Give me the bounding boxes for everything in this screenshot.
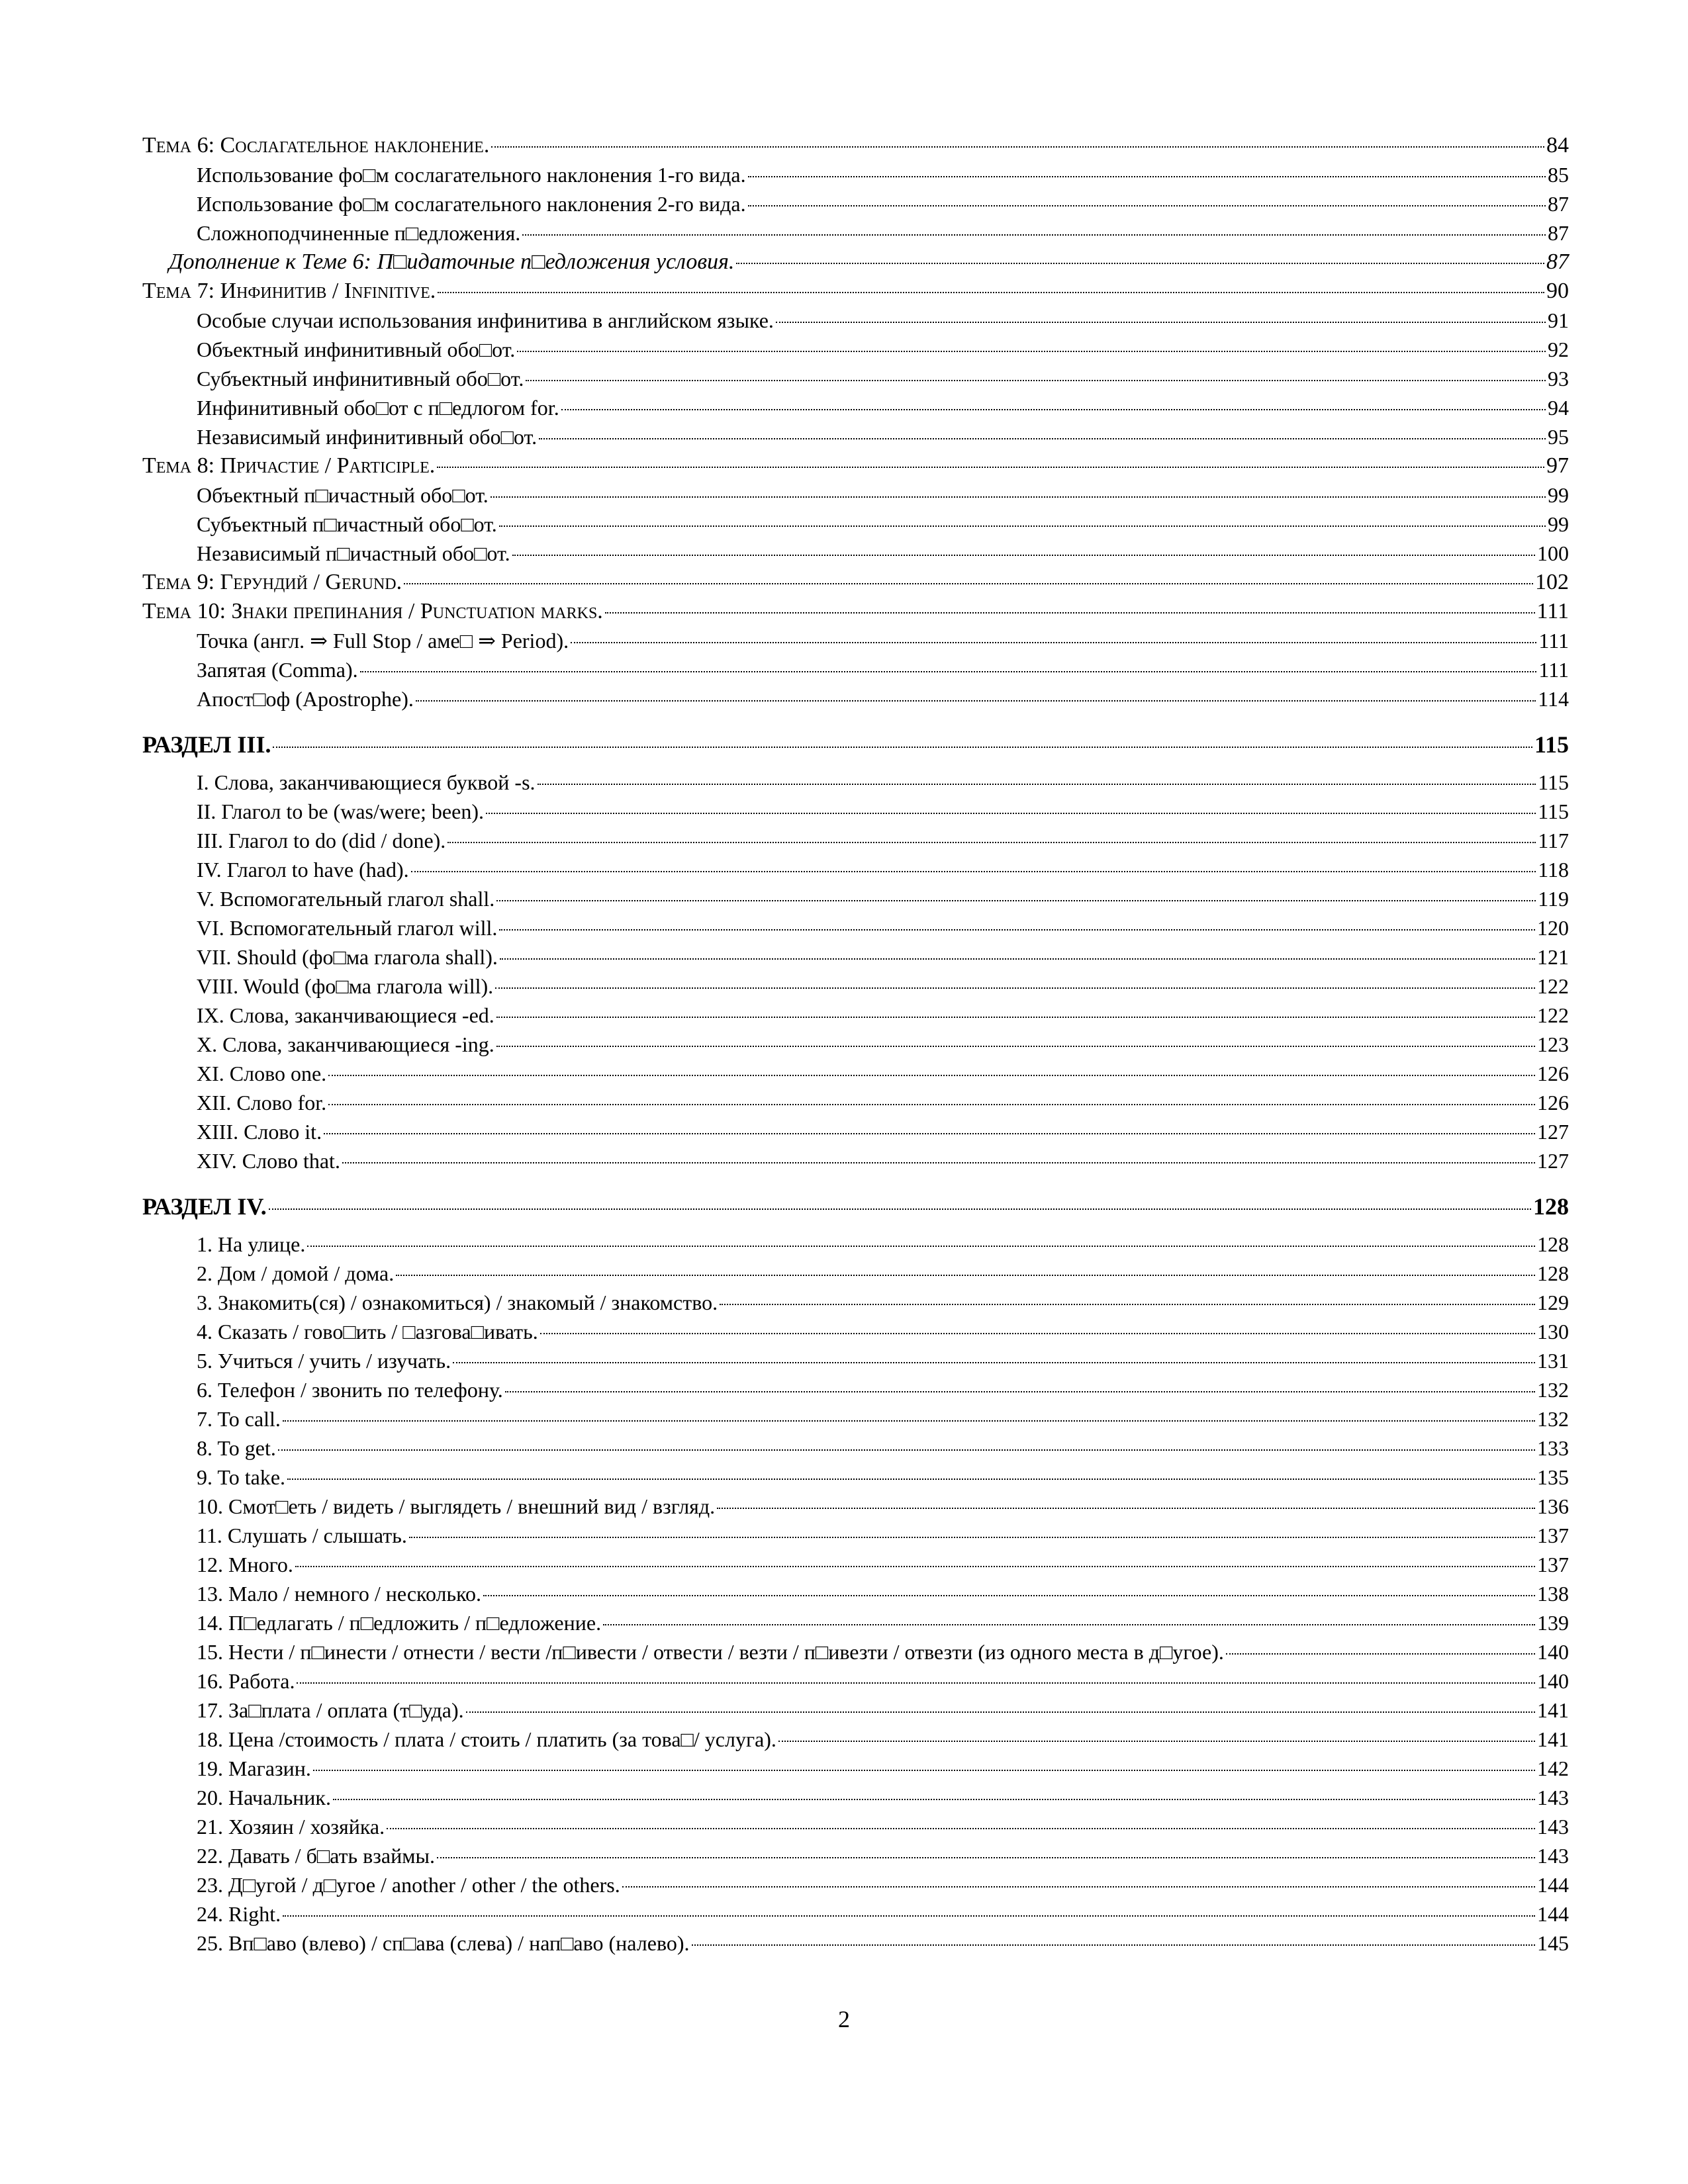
toc-entry-page: 117 xyxy=(1538,829,1569,852)
dot-leader xyxy=(605,612,1535,614)
toc-entry-title: VIII. Would (фо□ма глагола will). xyxy=(197,974,494,998)
toc-entry[interactable] xyxy=(142,510,1569,539)
toc-entry[interactable] xyxy=(142,568,1569,597)
toc-entry-page: 123 xyxy=(1537,1032,1569,1056)
toc-entry[interactable] xyxy=(142,1146,1569,1175)
toc-entry-title: Инфинитивный обо□от с п□едлогом for. xyxy=(197,396,559,420)
toc-entry[interactable] xyxy=(142,1783,1569,1812)
toc-entry-page: 114 xyxy=(1538,687,1569,711)
dot-leader xyxy=(416,700,1536,702)
toc-entry[interactable] xyxy=(142,942,1569,972)
toc-entry[interactable] xyxy=(142,1346,1569,1375)
toc-entry[interactable] xyxy=(142,1899,1569,1929)
toc-entry[interactable] xyxy=(142,655,1569,684)
toc-entry-title: Использование фо□м сослагательного наклонения 2-го вида. xyxy=(197,192,746,216)
toc-entry[interactable] xyxy=(142,1059,1569,1088)
toc-entry-title: VI. Вспомогательный глагол will. xyxy=(197,916,498,940)
dot-leader xyxy=(748,176,1546,177)
toc-entry-page: 143 xyxy=(1537,1815,1569,1839)
toc-entry[interactable] xyxy=(142,913,1569,942)
dot-leader xyxy=(387,1828,1535,1829)
toc-entry-title: XIV. Слово that. xyxy=(197,1149,340,1173)
toc-entry-title: 16. Работа. xyxy=(197,1669,295,1693)
toc-entry-page: 85 xyxy=(1548,163,1569,187)
toc-entry-title: Апост□оф (Apostrophe). xyxy=(197,687,414,711)
dot-leader xyxy=(499,929,1535,931)
toc-entry-page: 140 xyxy=(1537,1669,1569,1693)
toc-entry[interactable] xyxy=(142,1754,1569,1783)
toc-entry-title: 10. Смот□еть / видеть / выглядеть / внешний вид / взгляд. xyxy=(197,1494,716,1518)
toc-entry-page: 127 xyxy=(1537,1149,1569,1173)
toc-entry[interactable] xyxy=(142,160,1569,189)
dot-leader xyxy=(278,1449,1535,1451)
toc-entry-page: 119 xyxy=(1538,887,1569,911)
dot-leader xyxy=(778,1741,1535,1742)
toc-entry-page: 87 xyxy=(1548,221,1569,245)
toc-entry-title: 23. Д□угой / д□угое / another / other / the others. xyxy=(197,1873,620,1897)
toc-entry-title: Субъектный инфинитивный обо□от. xyxy=(197,367,524,390)
toc-section-heading[interactable] xyxy=(142,1183,1569,1230)
toc-entry-title: III. Глагол to do (did / done). xyxy=(197,829,446,852)
dot-leader xyxy=(748,205,1546,206)
toc-entry-title: XII. Слово for. xyxy=(197,1091,327,1115)
dot-leader xyxy=(496,1017,1535,1018)
toc-entry[interactable] xyxy=(142,797,1569,826)
toc-entry-title: 7. To call. xyxy=(197,1407,281,1431)
toc-entry-page: 140 xyxy=(1537,1640,1569,1664)
toc-entry-title: IV. Глагол to have (had). xyxy=(197,858,409,882)
dot-leader xyxy=(526,380,1546,381)
toc-entry-title: Объектный инфинитивный обо□от. xyxy=(197,338,516,361)
toc-entry-page: 122 xyxy=(1537,974,1569,998)
toc-entry[interactable] xyxy=(142,1404,1569,1433)
dot-leader xyxy=(736,263,1544,264)
dot-leader xyxy=(437,467,1544,468)
toc-entry-page: 120 xyxy=(1537,916,1569,940)
toc-entry-title: Точка (англ. ⇒ Full Stop / аме□ ⇒ Period). xyxy=(197,629,569,653)
toc-entry[interactable] xyxy=(142,1579,1569,1608)
toc-entry-page: 100 xyxy=(1537,541,1569,565)
toc-entry-title: VII. Should (фо□ма глагола shall). xyxy=(197,945,498,969)
toc-entry[interactable] xyxy=(142,855,1569,884)
toc-entry[interactable] xyxy=(142,1117,1569,1146)
dot-leader xyxy=(283,1420,1535,1422)
toc-entry-page: 91 xyxy=(1548,308,1569,332)
toc-entry-title: РАЗДЕЛ IV. xyxy=(142,1193,267,1220)
toc-entry[interactable] xyxy=(142,972,1569,1001)
toc-entry[interactable] xyxy=(142,1088,1569,1117)
dot-leader xyxy=(540,1333,1535,1334)
dot-leader xyxy=(273,747,1532,748)
toc-entry-title: 15. Нести / п□инести / отнести / вести /п□ивести / отвести / везти / п□ивезти / отвезти (из одного места в д□угое). xyxy=(197,1640,1224,1664)
toc-entry[interactable] xyxy=(142,1812,1569,1841)
toc-entry-title: РАЗДЕЛ III. xyxy=(142,731,271,758)
dot-leader xyxy=(495,987,1535,989)
toc-entry[interactable] xyxy=(142,131,1569,160)
toc-entry-title: XI. Слово one. xyxy=(197,1062,327,1085)
toc-entry-page: 132 xyxy=(1537,1407,1569,1431)
toc-entry[interactable] xyxy=(142,335,1569,364)
toc-entry[interactable] xyxy=(142,768,1569,797)
toc-entry-title: 22. Давать / б□ать взаймы. xyxy=(197,1844,435,1868)
toc-entry-page: 144 xyxy=(1537,1873,1569,1897)
toc-entry-page: 87 xyxy=(1546,250,1569,274)
toc-entry-page: 126 xyxy=(1537,1091,1569,1115)
toc-entry-title: 8. To get. xyxy=(197,1436,276,1460)
dot-leader xyxy=(295,1566,1535,1567)
dot-leader xyxy=(307,1246,1535,1247)
toc-entry[interactable] xyxy=(142,306,1569,335)
dot-leader xyxy=(287,1479,1535,1480)
toc-entry-page: 141 xyxy=(1537,1698,1569,1722)
toc-entry-title: 5. Учиться / учить / изучать. xyxy=(197,1349,451,1373)
toc-entry-title: II. Глагол to be (was/were; been). xyxy=(197,799,484,823)
dot-leader xyxy=(396,1275,1535,1276)
toc-entry-page: 132 xyxy=(1537,1378,1569,1402)
toc-entry-page: 99 xyxy=(1548,483,1569,507)
dot-leader xyxy=(283,1915,1535,1917)
toc-entry[interactable] xyxy=(142,1375,1569,1404)
toc-entry-title: Тема 9: Герундий / Gerund. xyxy=(142,570,402,594)
toc-entry[interactable] xyxy=(142,1637,1569,1666)
toc-entry[interactable] xyxy=(142,539,1569,568)
toc-entry[interactable] xyxy=(142,597,1569,626)
toc-entry-page: 130 xyxy=(1537,1320,1569,1343)
toc-entry-page: 94 xyxy=(1548,396,1569,420)
table-of-contents xyxy=(142,131,1569,1958)
toc-entry[interactable] xyxy=(142,1666,1569,1696)
toc-entry[interactable] xyxy=(142,1841,1569,1870)
dot-leader xyxy=(342,1162,1535,1163)
dot-leader xyxy=(500,958,1535,960)
toc-entry-title: 25. Вп□аво (влево) / сп□ава (слева) / нап□аво (налево). xyxy=(197,1931,690,1955)
toc-entry-page: 84 xyxy=(1546,133,1569,158)
toc-entry-title: 24. Right. xyxy=(197,1902,281,1926)
toc-entry-title: 2. Дом / домой / дома. xyxy=(197,1261,395,1285)
toc-entry[interactable] xyxy=(142,684,1569,713)
dot-leader xyxy=(512,555,1535,556)
toc-entry-page: 128 xyxy=(1537,1232,1569,1256)
toc-entry-title: 4. Сказать / гово□ить / □азгова□ивать. xyxy=(197,1320,538,1343)
dot-leader xyxy=(539,438,1546,439)
toc-entry-title: Тема 6: Сослагательное наклонение. xyxy=(142,133,490,158)
toc-entry[interactable] xyxy=(142,1492,1569,1521)
toc-entry-page: 102 xyxy=(1535,570,1569,594)
toc-entry[interactable] xyxy=(142,1929,1569,1958)
toc-entry[interactable] xyxy=(142,1463,1569,1492)
toc-entry[interactable] xyxy=(142,1230,1569,1259)
toc-entry-page: 137 xyxy=(1537,1524,1569,1547)
toc-entry-page: 90 xyxy=(1546,279,1569,303)
toc-entry-title: Тема 8: Причастие / Participle. xyxy=(142,453,436,478)
toc-entry-page: 127 xyxy=(1537,1120,1569,1144)
toc-entry[interactable] xyxy=(142,393,1569,422)
toc-entry[interactable] xyxy=(142,1608,1569,1637)
toc-entry[interactable] xyxy=(142,277,1569,306)
toc-entry-page: 92 xyxy=(1548,338,1569,361)
toc-entry-title: Тема 7: Инфинитив / Infinitive. xyxy=(142,279,436,303)
toc-entry-page: 121 xyxy=(1537,945,1569,969)
dot-leader xyxy=(437,1857,1535,1858)
toc-entry-title: 19. Магазин. xyxy=(197,1756,311,1780)
toc-entry[interactable] xyxy=(142,1433,1569,1463)
toc-entry-page: 118 xyxy=(1538,858,1569,882)
dot-leader xyxy=(328,1075,1535,1076)
toc-entry-page: 135 xyxy=(1537,1465,1569,1489)
dot-leader xyxy=(692,1944,1536,1946)
toc-entry-title: I. Слова, заканчивающиеся буквой -s. xyxy=(197,770,536,794)
dot-leader xyxy=(438,292,1544,293)
toc-entry-title: 14. П□едлагать / п□едложить / п□едложение. xyxy=(197,1611,602,1635)
toc-entry[interactable] xyxy=(142,826,1569,855)
dot-leader xyxy=(409,1537,1535,1538)
toc-entry-title: Запятая (Comma). xyxy=(197,658,358,682)
toc-entry-title: 18. Цена /стоимость / плата / стоить / платить (за това□/ услуга). xyxy=(197,1727,776,1751)
toc-entry-page: 111 xyxy=(1538,658,1569,682)
toc-entry-title: XIII. Слово it. xyxy=(197,1120,322,1144)
dot-leader xyxy=(571,642,1536,643)
toc-entry-page: 95 xyxy=(1548,425,1569,449)
toc-entry[interactable] xyxy=(142,1550,1569,1579)
toc-entry-title: Независимый п□ичастный обо□от. xyxy=(197,541,510,565)
toc-entry-page: 139 xyxy=(1537,1611,1569,1635)
toc-entry-page: 122 xyxy=(1537,1003,1569,1027)
toc-entry-title: Объектный п□ичастный обо□от. xyxy=(197,483,489,507)
dot-leader xyxy=(1226,1653,1535,1655)
toc-entry[interactable] xyxy=(142,480,1569,510)
dot-leader xyxy=(538,784,1536,785)
dot-leader xyxy=(411,871,1536,872)
dot-leader xyxy=(328,1104,1535,1105)
toc-entry-title: X. Слова, заканчивающиеся -ing. xyxy=(197,1032,494,1056)
toc-entry[interactable] xyxy=(142,248,1569,277)
dot-leader xyxy=(505,1391,1535,1392)
toc-entry[interactable] xyxy=(142,1001,1569,1030)
toc-entry-page: 133 xyxy=(1537,1436,1569,1460)
toc-section-heading[interactable] xyxy=(142,721,1569,768)
toc-entry-title: 3. Знакомить(ся) / ознакомиться) / знакомый / знакомство. xyxy=(197,1291,718,1314)
toc-entry[interactable] xyxy=(142,1030,1569,1059)
toc-entry-title: IX. Слова, заканчивающиеся -ed. xyxy=(197,1003,494,1027)
dot-leader xyxy=(486,813,1536,814)
toc-entry-title: Независимый инфинитивный обо□от. xyxy=(197,425,538,449)
dot-leader xyxy=(499,525,1546,527)
toc-entry-title: Тема 10: Знаки препинания / Punctuation marks. xyxy=(142,599,603,623)
dot-leader xyxy=(622,1886,1535,1888)
toc-entry-title: Субъектный п□ичастный обо□от. xyxy=(197,512,497,536)
toc-entry[interactable] xyxy=(142,884,1569,913)
dot-leader xyxy=(453,1362,1535,1363)
toc-entry-page: 128 xyxy=(1533,1193,1569,1220)
toc-entry[interactable] xyxy=(142,1288,1569,1317)
toc-entry-page: 142 xyxy=(1537,1756,1569,1780)
dot-leader xyxy=(466,1711,1535,1713)
toc-entry-title: 1. На улице. xyxy=(197,1232,306,1256)
dot-leader xyxy=(491,146,1544,148)
dot-leader xyxy=(491,496,1546,498)
toc-entry-page: 145 xyxy=(1537,1931,1569,1955)
toc-entry-title: 11. Слушать / слышать. xyxy=(197,1524,407,1547)
toc-entry-title: Использование фо□м сослагательного наклонения 1-го вида. xyxy=(197,163,746,187)
toc-entry[interactable] xyxy=(142,1870,1569,1899)
dot-leader xyxy=(561,409,1546,410)
toc-entry-page: 131 xyxy=(1537,1349,1569,1373)
page-number: 2 xyxy=(838,2006,850,2032)
toc-entry-page: 111 xyxy=(1538,629,1569,653)
toc-entry-page: 143 xyxy=(1537,1844,1569,1868)
toc-entry-title: Дополнение к Теме 6: П□идаточные п□едложения условия. xyxy=(169,250,735,274)
toc-entry-title: Сложноподчиненные п□едложения. xyxy=(197,221,521,245)
dot-leader xyxy=(447,842,1536,843)
toc-entry-page: 141 xyxy=(1537,1727,1569,1751)
toc-entry-page: 144 xyxy=(1537,1902,1569,1926)
toc-entry-page: 115 xyxy=(1538,770,1569,794)
dot-leader xyxy=(360,671,1537,672)
toc-entry-title: V. Вспомогательный глагол shall. xyxy=(197,887,495,911)
toc-entry-page: 111 xyxy=(1536,599,1569,623)
toc-entry-title: 12. Много. xyxy=(197,1553,293,1576)
dot-leader xyxy=(776,322,1546,323)
toc-entry-page: 87 xyxy=(1548,192,1569,216)
toc-entry-page: 126 xyxy=(1537,1062,1569,1085)
toc-entry-title: 6. Телефон / звонить по телефону. xyxy=(197,1378,503,1402)
toc-entry[interactable] xyxy=(142,1696,1569,1725)
toc-entry-page: 129 xyxy=(1537,1291,1569,1314)
dot-leader xyxy=(517,351,1546,352)
toc-entry-page: 143 xyxy=(1537,1786,1569,1809)
dot-leader xyxy=(522,234,1546,236)
toc-entry-title: 9. To take. xyxy=(197,1465,286,1489)
dot-leader xyxy=(269,1208,1531,1210)
toc-entry-page: 97 xyxy=(1546,453,1569,478)
toc-entry-title: 17. За□плата / оплата (т□уда). xyxy=(197,1698,464,1722)
toc-entry-page: 138 xyxy=(1537,1582,1569,1606)
toc-entry[interactable] xyxy=(142,1259,1569,1288)
toc-entry-page: 115 xyxy=(1538,799,1569,823)
dot-leader xyxy=(720,1304,1535,1305)
dot-leader xyxy=(603,1624,1535,1625)
dot-leader xyxy=(324,1133,1535,1134)
toc-entry[interactable] xyxy=(142,218,1569,248)
toc-entry-title: 20. Начальник. xyxy=(197,1786,331,1809)
dot-leader xyxy=(496,900,1536,901)
toc-entry[interactable] xyxy=(142,451,1569,480)
dot-leader xyxy=(297,1682,1535,1684)
toc-entry[interactable] xyxy=(142,626,1569,655)
toc-entry[interactable] xyxy=(142,1521,1569,1550)
dot-leader xyxy=(483,1595,1535,1596)
toc-entry-page: 128 xyxy=(1537,1261,1569,1285)
toc-entry-title: 13. Мало / немного / несколько. xyxy=(197,1582,482,1606)
dot-leader xyxy=(333,1799,1535,1800)
toc-entry[interactable] xyxy=(142,189,1569,218)
toc-entry[interactable] xyxy=(142,1725,1569,1754)
dot-leader xyxy=(496,1046,1535,1047)
dot-leader xyxy=(404,583,1533,584)
toc-entry-page: 99 xyxy=(1548,512,1569,536)
toc-entry-page: 136 xyxy=(1537,1494,1569,1518)
toc-entry-title: 21. Хозяин / хозяйка. xyxy=(197,1815,385,1839)
toc-entry[interactable] xyxy=(142,422,1569,451)
toc-entry-page: 137 xyxy=(1537,1553,1569,1576)
dot-leader xyxy=(313,1770,1535,1771)
toc-entry-title: Особые случаи использования инфинитива в английском языке. xyxy=(197,308,774,332)
toc-entry-page: 93 xyxy=(1548,367,1569,390)
toc-entry-page: 115 xyxy=(1534,731,1569,758)
toc-entry[interactable] xyxy=(142,1317,1569,1346)
toc-entry[interactable] xyxy=(142,364,1569,393)
dot-leader xyxy=(717,1508,1535,1509)
